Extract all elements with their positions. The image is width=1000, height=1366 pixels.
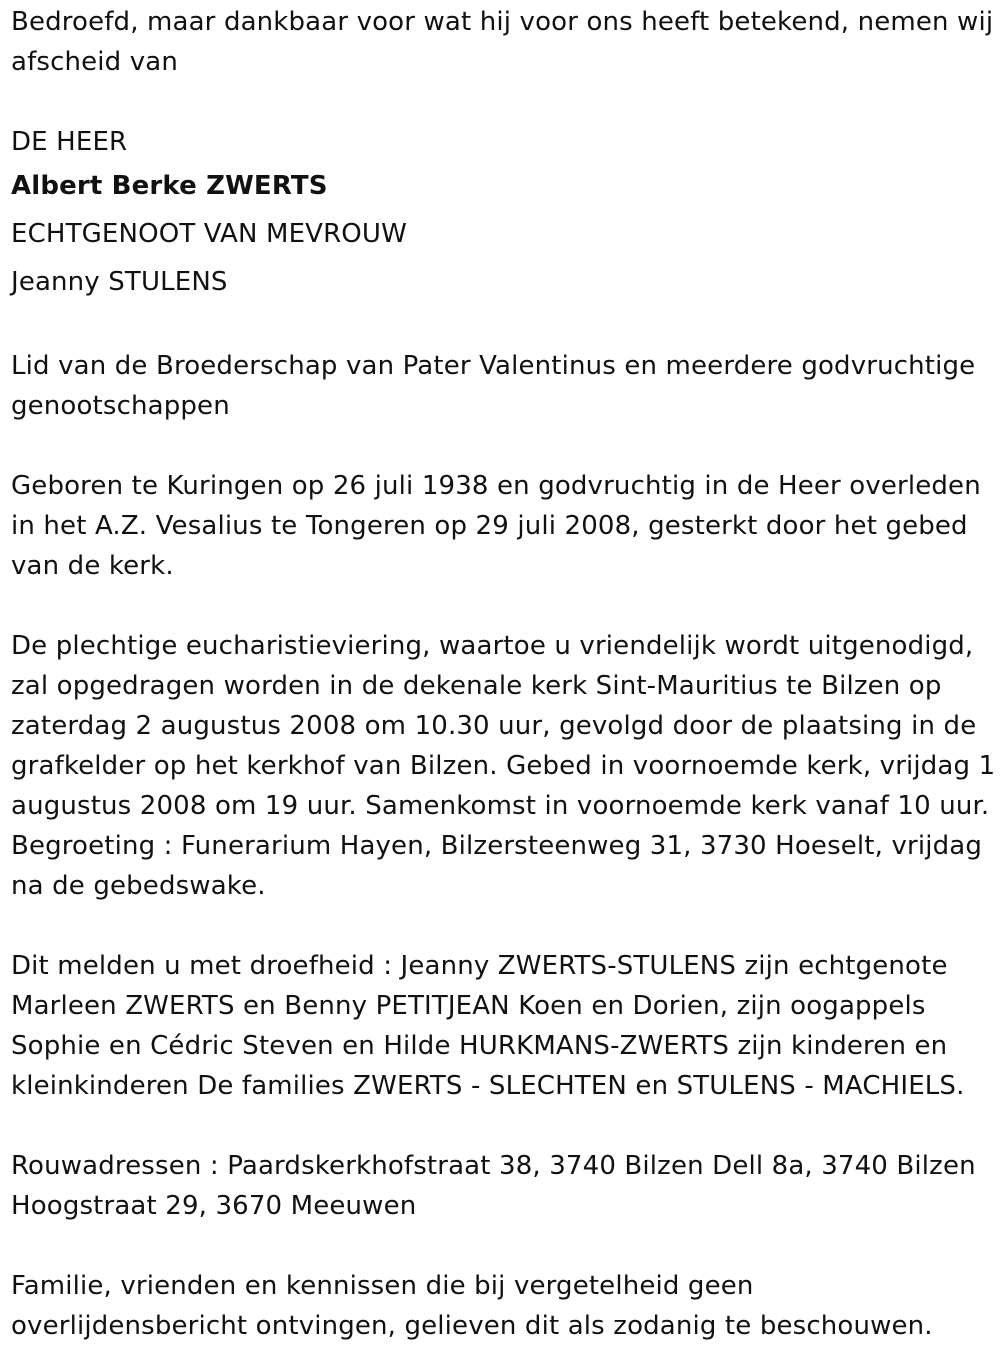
addresses-paragraph: Rouwadressen : Paardskerkhofstraat 38, 3740 Bilzen Dell 8a, 3740 Bilzen Hoogstraat 29, 3670 Meeuwen: [11, 1151, 976, 1221]
spouse-name: Jeanny STULENS: [11, 267, 228, 297]
obituary-document: [11, 2, 996, 1346]
deceased-name: Albert Berke ZWERTS: [11, 171, 328, 201]
birth-death-paragraph: Geboren te Kuringen op 26 juli 1938 en godvruchtig in de Heer overleden in het A.Z. Vesalius te Tongeren op 29 juli 2008, gesterkt door het gebed van de kerk.: [11, 471, 981, 581]
closing-paragraph: Familie, vrienden en kennissen die bij vergetelheid geen overlijdensbericht ontvingen, gelieven dit als zodanig te beschouwen.: [11, 1271, 933, 1341]
relation-line: ECHTGENOOT VAN MEVROUW: [11, 219, 407, 249]
honorific-title: DE HEER: [11, 127, 128, 157]
announcement-paragraph: Dit melden u met droefheid : Jeanny ZWERTS-STULENS zijn echtgenote Marleen ZWERTS en Benny PETITJEAN Koen en Dorien, zijn oogappels Sophie en Cédric Steven en Hilde HURKMANS-ZWERTS zijn kinderen en kleinkinderen De families ZWERTS - SLECHTEN en STULENS - MACHIELS.: [11, 951, 965, 1101]
intro-paragraph: Bedroefd, maar dankbaar voor wat hij voor ons heeft betekend, nemen wij afscheid van: [11, 7, 994, 77]
deceased-header: [11, 122, 996, 306]
ceremony-paragraph: De plechtige eucharistieviering, waartoe u vriendelijk wordt uitgenodigd, zal opgedragen worden in de dekenale kerk Sint-Mauritius te Bilzen op zaterdag 2 augustus 2008 om 10.30 uur, gevolgd door de plaatsing in de grafkelder op het kerkhof van Bilzen. Gebed in voornoemde kerk, vrijdag 1 augustus 2008 om 19 uur. Samenkomst in voornoemde kerk vanaf 10 uur. Begroeting : Funerarium Hayen, Bilzersteenweg 31, 3730 Hoeselt, vrijdag na de gebedswake.: [11, 631, 996, 901]
membership-paragraph: Lid van de Broederschap van Pater Valentinus en meerdere godvruchtige genootschappen: [11, 351, 976, 421]
